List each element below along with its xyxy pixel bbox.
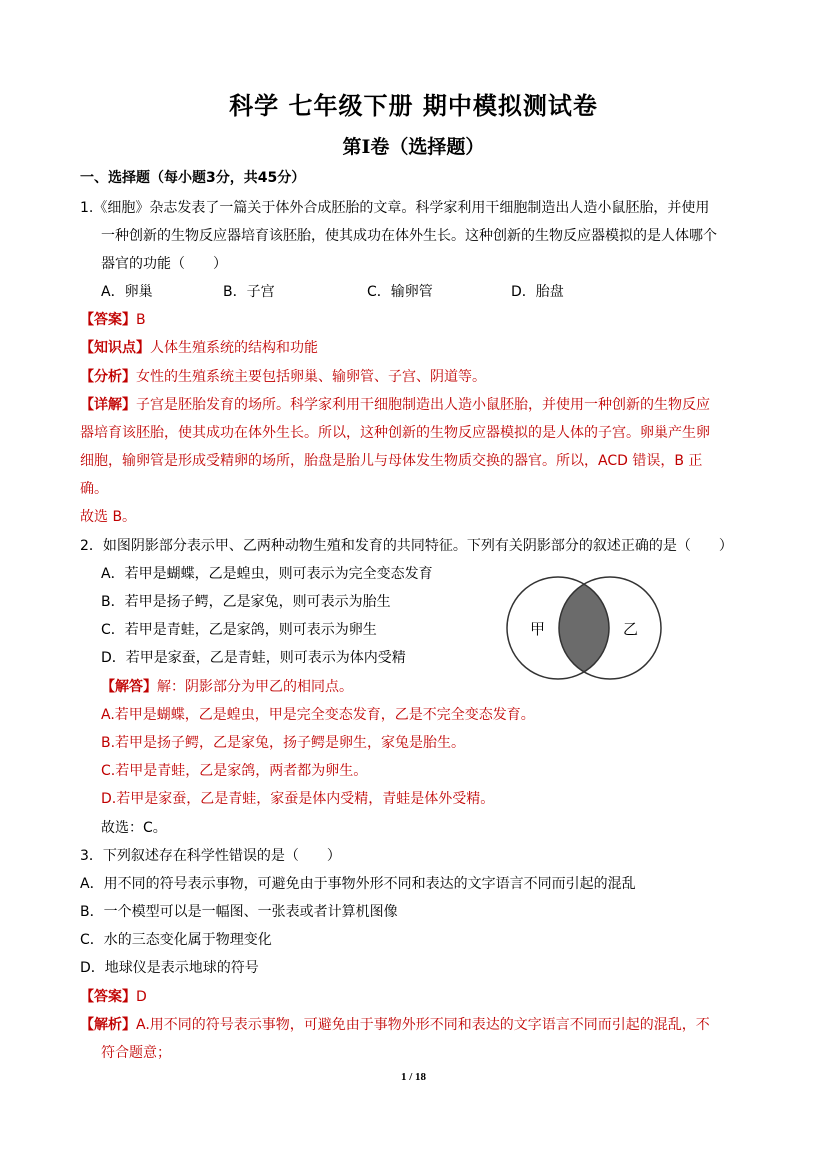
q3-option-c: C．水的三态变化属于物理变化 xyxy=(80,932,272,948)
answer-tag: 【答案】 xyxy=(80,989,136,1005)
answer-value: B xyxy=(136,312,146,328)
q2-stem: 2．如图阴影部分表示甲、乙两种动物生殖和发育的共同特征。下列有关阴影部分的叙述正确的是（ ） xyxy=(80,538,733,554)
q2-solution-b: B.若甲是扬子鳄，乙是家兔，扬子鳄是卵生，家兔是胎生。 xyxy=(101,735,466,751)
q1-conclusion: 故选 B。 xyxy=(80,509,137,525)
q2-option-c: C．若甲是青蛙，乙是家鸽，则可表示为卵生 xyxy=(101,622,377,638)
q1-option-c: C．输卵管 xyxy=(367,284,433,300)
q3-option-b: B．一个模型可以是一幅图、一张表或者计算机图像 xyxy=(80,904,398,920)
q1-stem-line-2: 一种创新的生物反应器培育该胚胎，使其成功在体外生长。这种创新的生物反应器模拟的是人体哪个 xyxy=(101,228,717,244)
q2-option-b: B．若甲是扬子鳄，乙是家兔，则可表示为胎生 xyxy=(101,594,391,610)
q3-option-d: D．地球仪是表示地球的符号 xyxy=(80,960,259,976)
q1-detail-line-2: 器培育该胚胎，使其成功在体外生长。所以，这种创新的生物反应器模拟的是人体的子宫。卵巢产生卵 xyxy=(80,425,710,441)
q1-option-a: A．卵巢 xyxy=(101,284,153,300)
exam-subtitle: 第Ⅰ卷（选择题） xyxy=(342,136,485,158)
q2-conclusion: 故选：C。 xyxy=(101,820,167,836)
venn-label-right: 乙 xyxy=(623,620,639,638)
page-number: 1 / 18 xyxy=(400,1071,427,1083)
q1-answer xyxy=(80,310,146,330)
q2-solution-c: C.若甲是青蛙，乙是家鸽，两者都为卵生。 xyxy=(101,763,368,779)
explain-tag: 【解析】 xyxy=(80,1017,136,1033)
venn-label-left: 甲 xyxy=(530,620,546,638)
q2-option-a: A．若甲是蝴蝶，乙是蝗虫，则可表示为完全变态发育 xyxy=(101,566,433,582)
q3-answer xyxy=(80,987,147,1007)
solution-value: 解：阴影部分为甲乙的相同点。 xyxy=(157,679,353,695)
answer-value: D xyxy=(136,989,147,1005)
q1-knowledge-point xyxy=(80,338,318,358)
q3-explain-line-1 xyxy=(80,1015,710,1035)
q2-solution-d: D.若甲是家蚕，乙是青蛙，家蚕是体内受精，青蛙是体外受精。 xyxy=(101,791,495,807)
detail-value: 子宫是胚胎发育的场所。科学家利用干细胞制造出人造小鼠胚胎，并使用一种创新的生物反应 xyxy=(136,397,710,413)
solution-tag: 【解答】 xyxy=(101,679,157,695)
q1-analysis xyxy=(80,367,486,387)
detail-tag: 【详解】 xyxy=(80,397,136,413)
q2-option-d: D．若甲是家蚕，乙是青蛙，则可表示为体内受精 xyxy=(101,650,406,666)
explain-value: A.用不同的符号表示事物，可避免由于事物外形不同和表达的文字语言不同而引起的混乱，不 xyxy=(136,1017,710,1033)
kp-tag: 【知识点】 xyxy=(80,340,150,356)
analysis-value: 女性的生殖系统主要包括卵巢、输卵管、子宫、阴道等。 xyxy=(136,369,486,385)
q1-stem-line-3: 器官的功能（ ） xyxy=(101,256,227,272)
q1-option-b: B．子宫 xyxy=(223,284,275,300)
answer-tag: 【答案】 xyxy=(80,312,136,328)
q1-option-d: D．胎盘 xyxy=(511,284,564,300)
venn-diagram xyxy=(506,576,662,680)
kp-value: 人体生殖系统的结构和功能 xyxy=(150,340,318,356)
q2-solution-a: A.若甲是蝴蝶，乙是蝗虫，甲是完全变态发育，乙是不完全变态发育。 xyxy=(101,707,535,723)
exam-title: 科学 七年级下册 期中模拟测试卷 xyxy=(229,91,598,120)
q1-detail-line-4: 确。 xyxy=(80,481,108,497)
analysis-tag: 【分析】 xyxy=(80,369,136,385)
q1-stem-line-1: 1.《细胞》杂志发表了一篇关于体外合成胚胎的文章。科学家利用干细胞制造出人造小鼠胚胎，并使用 xyxy=(80,200,710,216)
q3-option-a: A．用不同的符号表示事物，可避免由于事物外形不同和表达的文字语言不同而引起的混乱 xyxy=(80,876,636,892)
q3-stem: 3．下列叙述存在科学性错误的是（ ） xyxy=(80,848,341,864)
section-heading: 一、选择题（每小题3分，共45分） xyxy=(80,170,306,186)
q1-detail-line-1 xyxy=(80,395,710,415)
q1-detail-line-3: 细胞，输卵管是形成受精卵的场所，胎盘是胎儿与母体发生物质交换的器官。所以，ACD 错误，B 正 xyxy=(80,453,703,469)
q2-solution xyxy=(101,677,353,697)
q3-explain-line-2: 符合题意； xyxy=(101,1045,171,1061)
